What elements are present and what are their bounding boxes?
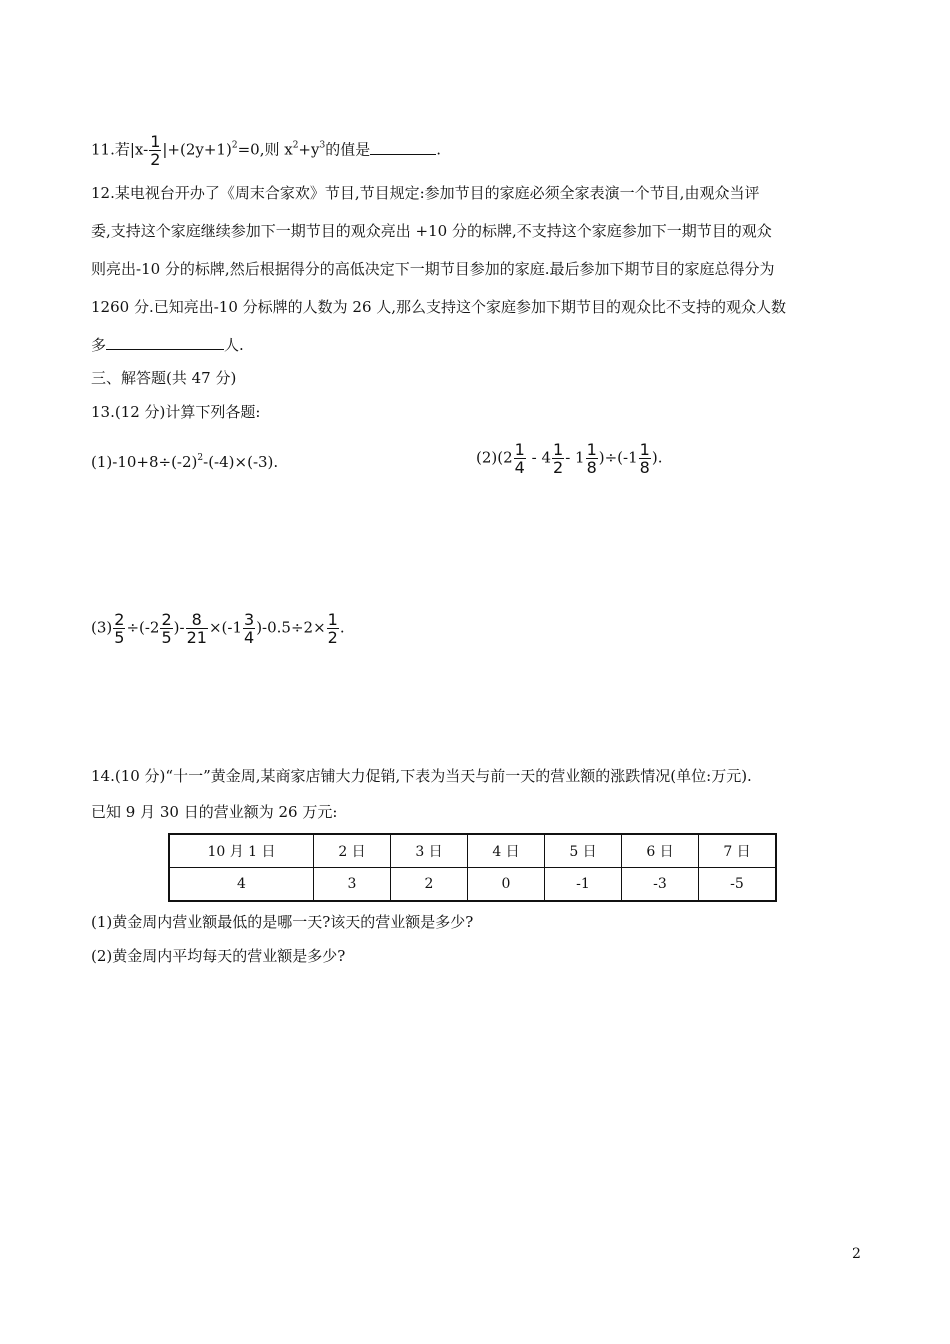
frac-num: 1 [553, 440, 564, 459]
q11-frac-num: 1 [150, 132, 161, 151]
question-11 [91, 133, 441, 168]
frac-den: 2 [327, 628, 338, 647]
frac-den: 5 [161, 628, 172, 647]
q11-mid: |+(2y+1) [162, 140, 232, 159]
q12-last-prefix: 多 [91, 336, 107, 354]
table-cell: 7 日 [699, 834, 777, 868]
frac-num: 1 [639, 440, 650, 459]
q13-part-1 [91, 448, 278, 472]
q13-part-3 [91, 611, 345, 646]
frac-num: 1 [327, 610, 338, 629]
q13-p3-open: (3) [91, 618, 113, 637]
q11-mid2: =0,则 x [237, 140, 293, 159]
table-cell: 2 [391, 868, 468, 902]
page-number: 2 [852, 1246, 861, 1262]
frac-num: 8 [186, 611, 208, 629]
q14-line-2: 已知 9 月 30 日的营业额为 26 万元: [91, 803, 338, 821]
q13-p2-open: (2)(2 [476, 448, 513, 467]
table-cell: -3 [622, 868, 699, 902]
q12-answer-blank[interactable] [106, 335, 224, 350]
q12-line-1: 12.某电视台开办了《周末合家欢》节目,节目规定:参加节目的家庭必须全家表演一个节目,由观众当评 [91, 184, 760, 202]
frac-num: 2 [114, 610, 125, 629]
q14-sub-2: (2)黄金周内平均每天的营业额是多少? [91, 947, 346, 965]
q13-p3-m1: ÷(-2 [126, 618, 160, 637]
q11-frac-den: 2 [150, 150, 161, 169]
q13-p1-exp: 2 [197, 453, 204, 463]
q11-fraction [149, 133, 161, 168]
table-cell: 4 日 [468, 834, 545, 868]
frac-den: 8 [639, 458, 650, 477]
q13-p2-close: ). [651, 448, 663, 467]
sales-change-table [168, 833, 777, 902]
frac-den: 2 [553, 458, 564, 477]
table-cell: 3 [314, 868, 391, 902]
q12-line-4: 1260 分.已知亮出-10 分标牌的人数为 26 人,那么支持这个家庭参加下期节目的观众比不支持的观众人数 [91, 298, 787, 316]
q13-p3-frac-5 [327, 611, 339, 646]
q14-line-1: 14.(10 分)“十一”黄金周,某商家店铺大力促销,下表为当天与前一天的营业额的涨跌情况(单位:万元). [91, 767, 752, 785]
q11-plus-y: +y [298, 140, 320, 159]
q13-p2-m2: - 1 [565, 448, 585, 467]
frac-den: 4 [244, 628, 255, 647]
table-cell: -1 [545, 868, 622, 902]
q13-p3-m2: )- [173, 618, 185, 637]
q13-p2-frac-3 [586, 441, 598, 476]
frac-num: 3 [244, 610, 255, 629]
q13-p3-frac-3 [186, 611, 208, 646]
q11-end: . [436, 140, 441, 159]
table-cell: 4 [169, 868, 314, 902]
q13-part-2 [476, 441, 662, 476]
q13-p1-text: (1)-10+8÷(-2) [91, 453, 198, 471]
q11-answer-blank[interactable] [370, 140, 436, 155]
q12-line-2: 委,支持这个家庭继续参加下一期节目的观众亮出 +10 分的标牌,不支持这个家庭参加下一期节目的观众 [91, 222, 772, 240]
q12-last-suffix: 人. [224, 336, 244, 354]
q13-p2-frac-4 [639, 441, 651, 476]
q13-p1-rest: -(-4)×(-3). [203, 453, 279, 471]
q13-p3-m4: )-0.5÷2× [256, 618, 326, 637]
q11-exp: 2 [231, 140, 238, 151]
table-cell: 2 日 [314, 834, 391, 868]
q13-p2-frac-1 [514, 441, 526, 476]
q13-p2-m1: - 4 [526, 448, 551, 467]
table-row [169, 868, 776, 902]
frac-num: 1 [514, 440, 525, 459]
q11-exp-x: 2 [292, 140, 299, 151]
q13-p3-frac-2 [160, 611, 172, 646]
q13-p3-close: . [339, 618, 345, 637]
q14-sub-1: (1)黄金周内营业额最低的是哪一天?该天的营业额是多少? [91, 913, 474, 931]
table-cell: -5 [699, 868, 777, 902]
q13-p3-m3: ×(-1 [208, 618, 242, 637]
q11-exp-y: 3 [319, 140, 326, 151]
q13-p2-m3: )÷(-1 [598, 448, 638, 467]
frac-den: 8 [586, 458, 597, 477]
q11-prefix: 11.若|x- [91, 140, 149, 159]
q13-p2-frac-2 [552, 441, 564, 476]
frac-num: 2 [161, 610, 172, 629]
section-heading: 三、解答题(共 47 分) [91, 369, 237, 387]
frac-den: 5 [114, 628, 125, 647]
table-cell: 10 月 1 日 [169, 834, 314, 868]
q13-p3-frac-4 [243, 611, 255, 646]
frac-num: 1 [586, 440, 597, 459]
table-cell: 6 日 [622, 834, 699, 868]
table-header-row [169, 834, 776, 868]
q11-suffix: 的值是 [325, 140, 371, 159]
table-cell: 5 日 [545, 834, 622, 868]
q13-p3-frac-1 [113, 611, 125, 646]
q12-line-3: 则亮出-10 分的标牌,然后根据得分的高低决定下一期节目参加的家庭.最后参加下期节目的家庭总得分为 [91, 260, 775, 278]
table-cell: 3 日 [391, 834, 468, 868]
frac-den: 21 [186, 628, 207, 647]
q13-title: 13.(12 分)计算下列各题: [91, 403, 261, 421]
frac-den: 4 [514, 458, 525, 477]
table-cell: 0 [468, 868, 545, 902]
q12-line-5 [91, 335, 244, 355]
